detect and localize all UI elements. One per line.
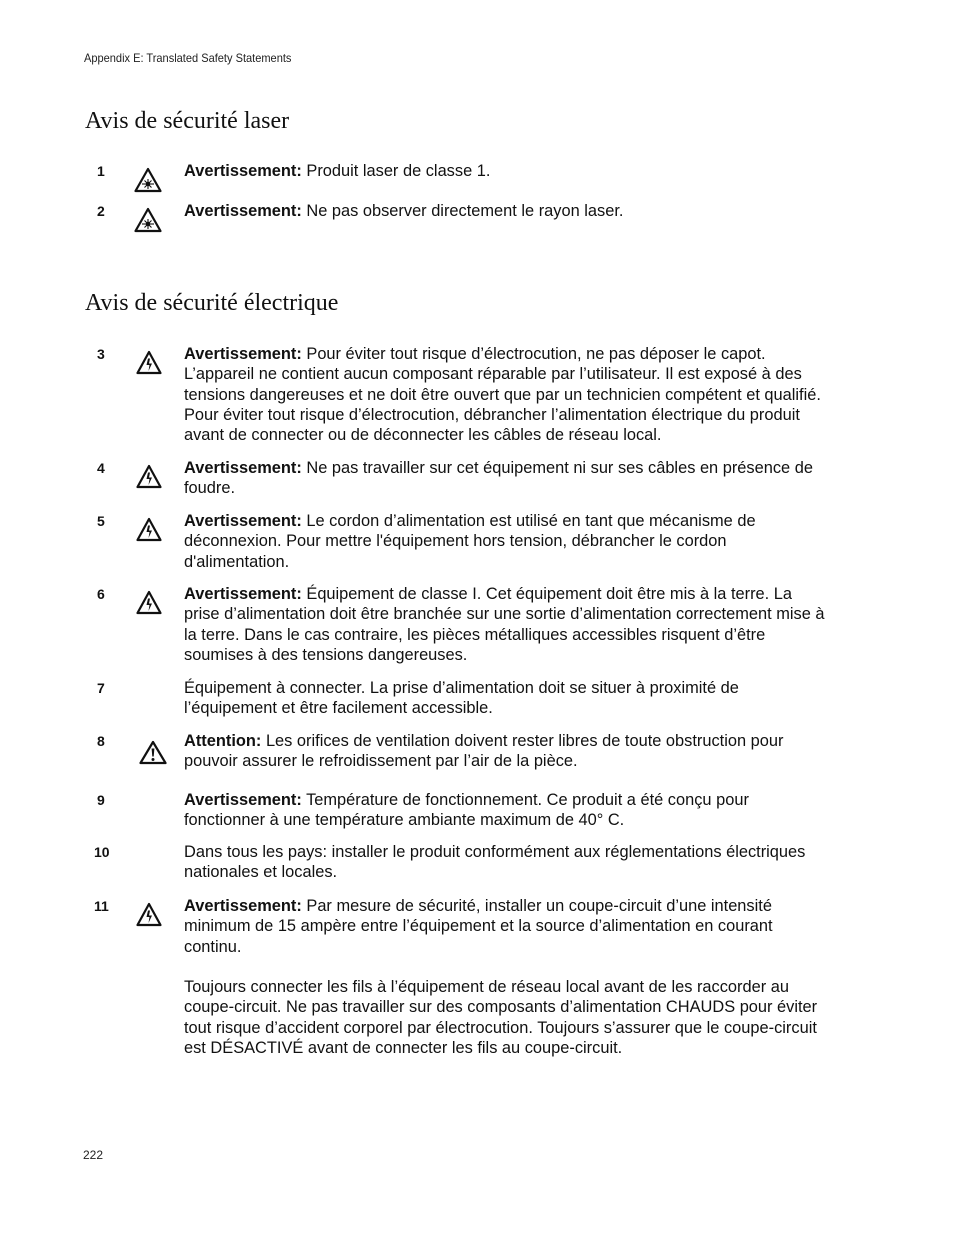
electrical-hazard-icon [136,464,162,489]
electrical-hazard-icon [136,590,162,615]
statement-body: Équipement de classe I. Cet équipement doit être mis à la terre. La prise d’alimentation doit être branchée sur une sortie d’alimentation correctement mise à la terre. Dans le cas contraire, les pièces métalliques accessibles risquent d’être soumises à des tensions dangereuses. [184,585,825,664]
statement-lead: Avertissement: [184,202,302,220]
statement-lead: Avertissement: [184,345,302,363]
caution-icon [139,740,167,765]
statement-body: Produit laser de classe 1. [301,162,491,180]
statement-number: 2 [97,203,105,219]
statement-lead: Avertissement: [184,791,302,809]
page-number: 222 [83,1148,104,1162]
statement-text [184,161,829,181]
statement-number: 8 [97,733,105,749]
statement-body: Température de fonctionnement. Ce produit a été conçu pour fonctionner à une température ambiante maximum de 40° C. [184,791,749,830]
electrical-hazard-icon [136,517,162,542]
statement-number: 5 [97,513,105,529]
statement-number: 10 [94,844,110,860]
statement-text [184,201,829,221]
statement-body: Par mesure de sécurité, installer un coupe-circuit d’une intensité minimum de 15 ampère entre l’équipement et la source d’alimentation en courant continu. [184,897,773,956]
statement-text [184,344,829,445]
statement-body: Ne pas travailler sur cet équipement ni sur ses câbles en présence de foudre. [184,459,813,498]
electrical-hazard-icon [136,902,162,927]
statement-number: 11 [94,898,109,914]
section-heading-electrical: Avis de sécurité électrique [85,290,339,316]
statement-text [184,678,829,719]
statement-body: Ne pas observer directement le rayon laser. [301,202,624,220]
laser-warning-icon [134,207,162,233]
statement-body: Pour éviter tout risque d’électrocution, ne pas déposer le capot. L’appareil ne contient aucun composant réparable par l’utilisateur. Il est exposé à des tensions dangereuses et ne doit être ouvert que par un technicien compétent et qualifié. Pour éviter tout risque d’électrocution, débrancher l’alimentation électrique du produit avant de connecter ou de déconnecter les câbles de réseau local. [184,345,821,445]
statement-number: 4 [97,460,105,476]
statement-number: 3 [97,346,105,362]
statement-number: 7 [97,680,105,696]
statement-lead: Avertissement: [184,897,302,915]
electrical-hazard-icon [136,350,162,375]
statement-number: 1 [97,163,105,179]
statement-text [184,842,829,883]
statement-text [184,731,829,772]
statement-body: Le cordon d’alimentation est utilisé en tant que mécanisme de déconnexion. Pour mettre l'équipement hors tension, débrancher le cordon d'alimentation. [184,512,756,571]
statement-body: Les orifices de ventilation doivent rester libres de toute obstruction pour pouvoir assurer le refroidissement par l’air de la pièce. [184,732,784,771]
statement-body: Équipement à connecter. La prise d’alimentation doit se situer à proximité de l’équipement et être facilement accessible. [184,679,739,718]
statement-lead: Avertissement: [184,459,302,477]
statement-text [184,790,829,831]
statement-lead: Avertissement: [184,512,302,530]
statement-lead: Avertissement: [184,585,302,603]
statement-number: 6 [97,586,105,602]
running-header: Appendix E: Translated Safety Statements [84,51,292,65]
statement-text [184,584,829,665]
laser-warning-icon [134,167,162,193]
statement-text [184,511,829,572]
statement-text [184,458,829,499]
section-heading-laser: Avis de sécurité laser [85,108,290,134]
statement-text [184,896,829,1058]
statement-extra-paragraph: Toujours connecter les fils à l’équipement de réseau local avant de les raccorder au coupe-circuit. Ne pas travailler sur des composants d’alimentation CHAUDS pour éviter tout risque d’accident corporel par électrocution. Toujours s’assurer que le coupe-circuit est DÉSACTIVÉ avant de connecter les fils au coupe-circuit. [184,978,818,1058]
statement-number: 9 [97,792,105,808]
statement-lead: Avertissement: [184,162,302,180]
statement-body: Dans tous les pays: installer le produit conformément aux réglementations électriques nationales et locales. [184,843,806,882]
statement-lead: Attention: [184,732,262,750]
